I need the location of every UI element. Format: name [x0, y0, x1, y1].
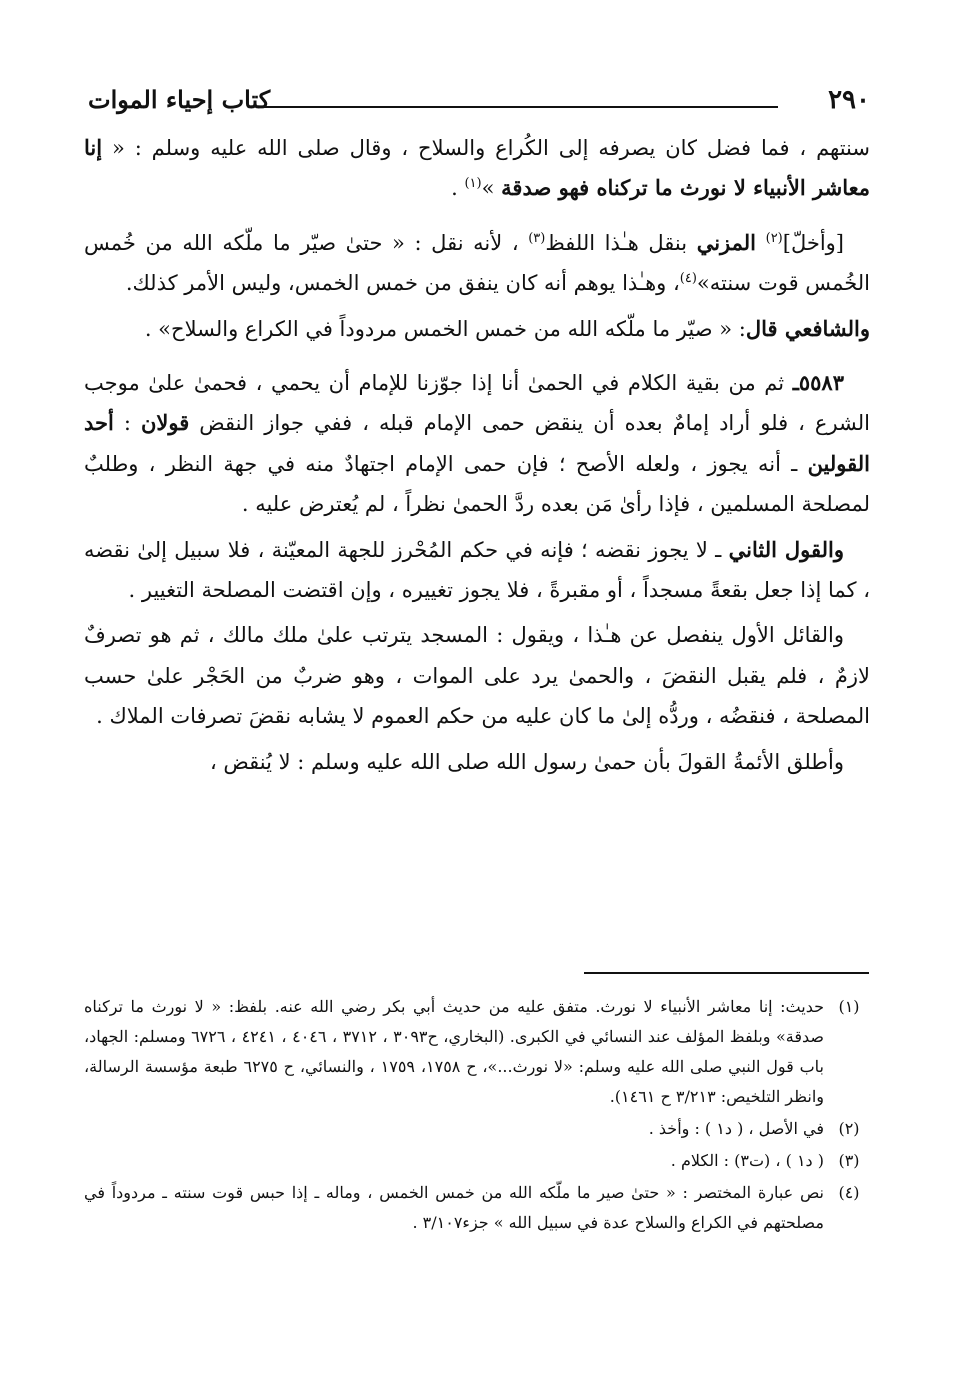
- text-run: : « صيّر ما ملّكه الله من خمس الخمس مردوداً في الكراع والسلاح» .: [144, 316, 746, 341]
- section-number: ٥٥٨٣ـ: [792, 370, 844, 396]
- footnote-text: في الأصل ، ( د١ ) : وأخذ .: [648, 1119, 824, 1138]
- footnote-ref: (٤): [679, 271, 697, 287]
- text-run: ، لأنه نقل : « حتىٰ صيّر ما ملّكه الله من خُمس الخُمس قوت سنته»: [84, 230, 870, 296]
- bold-term: والقول الثاني: [728, 536, 844, 562]
- text-run: [756, 231, 766, 255]
- footnote-3: [84, 1146, 874, 1176]
- text-run: ، وهـٰذا يوهم أنه كان ينفق من خمس الخمس، وليس الأمر كذلك.: [125, 271, 680, 296]
- footnote-ref: (٣): [528, 230, 546, 246]
- footnote-4: [84, 1178, 874, 1238]
- footnotes: [84, 992, 874, 1240]
- text-run: [وأخلّ]: [782, 230, 844, 255]
- paragraph-1: [84, 128, 870, 209]
- text-run: .: [451, 176, 465, 201]
- text-run: ـ أنه يجوز ، ولعله الأصح ؛ فإن حمى الإمام اجتهادٌ منه في جهة النظر ، وطلبٌ لمصلحة المسلمين ، فإذا رأىٰ مَن بعده ردَّ الحمىٰ نظراً ، لم يُعترض عليه .: [84, 451, 870, 517]
- text-run: ـ لا يجوز نقضه ؛ فإنه في حكم المُحْرز للجهة المعيّنة ، فلا سبيل إلىٰ نقضه ، كما إذا جعل بقعةً مسجداً ، أو مقبرةً ، فلا يجوز تغييره ، وإن اقتضت المصلحة التغيير .: [84, 537, 870, 603]
- paragraph-3: [84, 309, 870, 349]
- book-title: كتاب إحياء الموات: [88, 85, 271, 114]
- paragraph-5: [84, 530, 870, 611]
- paragraph-7: وأطلق الأئمةُ القولَ بأن حمىٰ رسول الله صلى الله عليه وسلم : لا يُنقض ،: [209, 749, 844, 774]
- footnote-ref: (٢): [765, 230, 783, 246]
- text-run: بنقل هـٰذا اللفظ: [545, 230, 697, 255]
- header-rule: [263, 106, 778, 108]
- bold-term: المزني: [696, 229, 756, 255]
- page-number: ٢٩٠: [828, 85, 870, 115]
- footnote-number: (٣): [838, 1151, 860, 1170]
- footnote-number: (١): [838, 997, 860, 1016]
- page-header: [88, 84, 870, 120]
- bold-term: قولان: [140, 410, 190, 436]
- bold-term: والشافعي قال: [745, 315, 870, 341]
- footnote-number: (٤): [838, 1183, 860, 1202]
- main-text: [84, 128, 870, 970]
- footnote-separator: [584, 972, 869, 974]
- footnote-ref: (١): [464, 176, 482, 192]
- text-run: سنتهم ، فما فضل كان يصرفه إلى الكُراع والسلاح ، وقال صلى الله عليه وسلم : «: [102, 136, 870, 160]
- text-run: »: [481, 176, 502, 201]
- hadith-quote: إنا معاشر الأنبياء لا نورث ما تركناه فهو صدقة: [84, 135, 870, 201]
- footnote-text: ( د١ ) ، (ت٣) : الكلام .: [670, 1151, 824, 1170]
- footnote-number: (٢): [838, 1119, 860, 1138]
- paragraph-2: [84, 223, 870, 304]
- bold-term: أحد القولين: [84, 410, 870, 476]
- footnote-text: نص عبارة المختصر : « حتىٰ صير ما ملّكه الله من خمس الخمس ، وماله ـ إذا حبس قوت سنته ـ مردوداً في مصلحتهم في الكراع والسلاح عدة في سبيل الله » جزء٣/١٠٧ .: [84, 1183, 824, 1232]
- text-run: :: [113, 411, 141, 436]
- footnote-2: [84, 1114, 874, 1144]
- footnote-1: [84, 992, 874, 1112]
- paragraph-6: والقائل الأول ينفصل عن هـٰذا ، ويقول : المسجد يترتب علىٰ ملك مالك ، ثم هو تصرفٌ لازمٌ ، فلم يقبل النقضَ ، والحمىٰ يرد على الموات ، وهو ضربٌ من الحَجْر علىٰ حسب المصلحة ، فنقضُه ، وردُّه إلىٰ ما كان عليه من حكم العموم لا يشابه نقضَ تصرفات الملاك .: [84, 623, 870, 729]
- text-run: ثم من بقية الكلام في الحمىٰ أنا إذا جوّزنا للإمام أن يحمي ، فحمىٰ علىٰ موجب الشرع ، فلو أراد إمامٌ بعده أن ينقض حمى الإمام قبله ، ففي جواز النقض: [84, 371, 870, 436]
- paragraph-4: [84, 363, 870, 525]
- footnote-text: حديث: إنا معاشر الأنبياء لا نورث. متفق عليه من حديث أبي بكر رضي الله عنه. بلفظ: « لا نورث ما تركناه صدقة» وبلفظ المؤلف عند النسائي في الكبرى. (البخاري، ح٣٠٩٣ ، ٣٧١٢ ، ٤٠٤٦ ، ٤٢٤١ ، ٦٧٢٦ ومسلم: الجهاد، باب قول النبي صلى الله عليه وسلم: «لا نورث...»، ح ١٧٥٨، ١٧٥٩ ، والنسائي، ح ٦٢٧٥ طبعة مؤسسة الرسالة، وانظر التلخيص: ٣/٢١٣ ح ١٤٦١).: [84, 997, 825, 1106]
